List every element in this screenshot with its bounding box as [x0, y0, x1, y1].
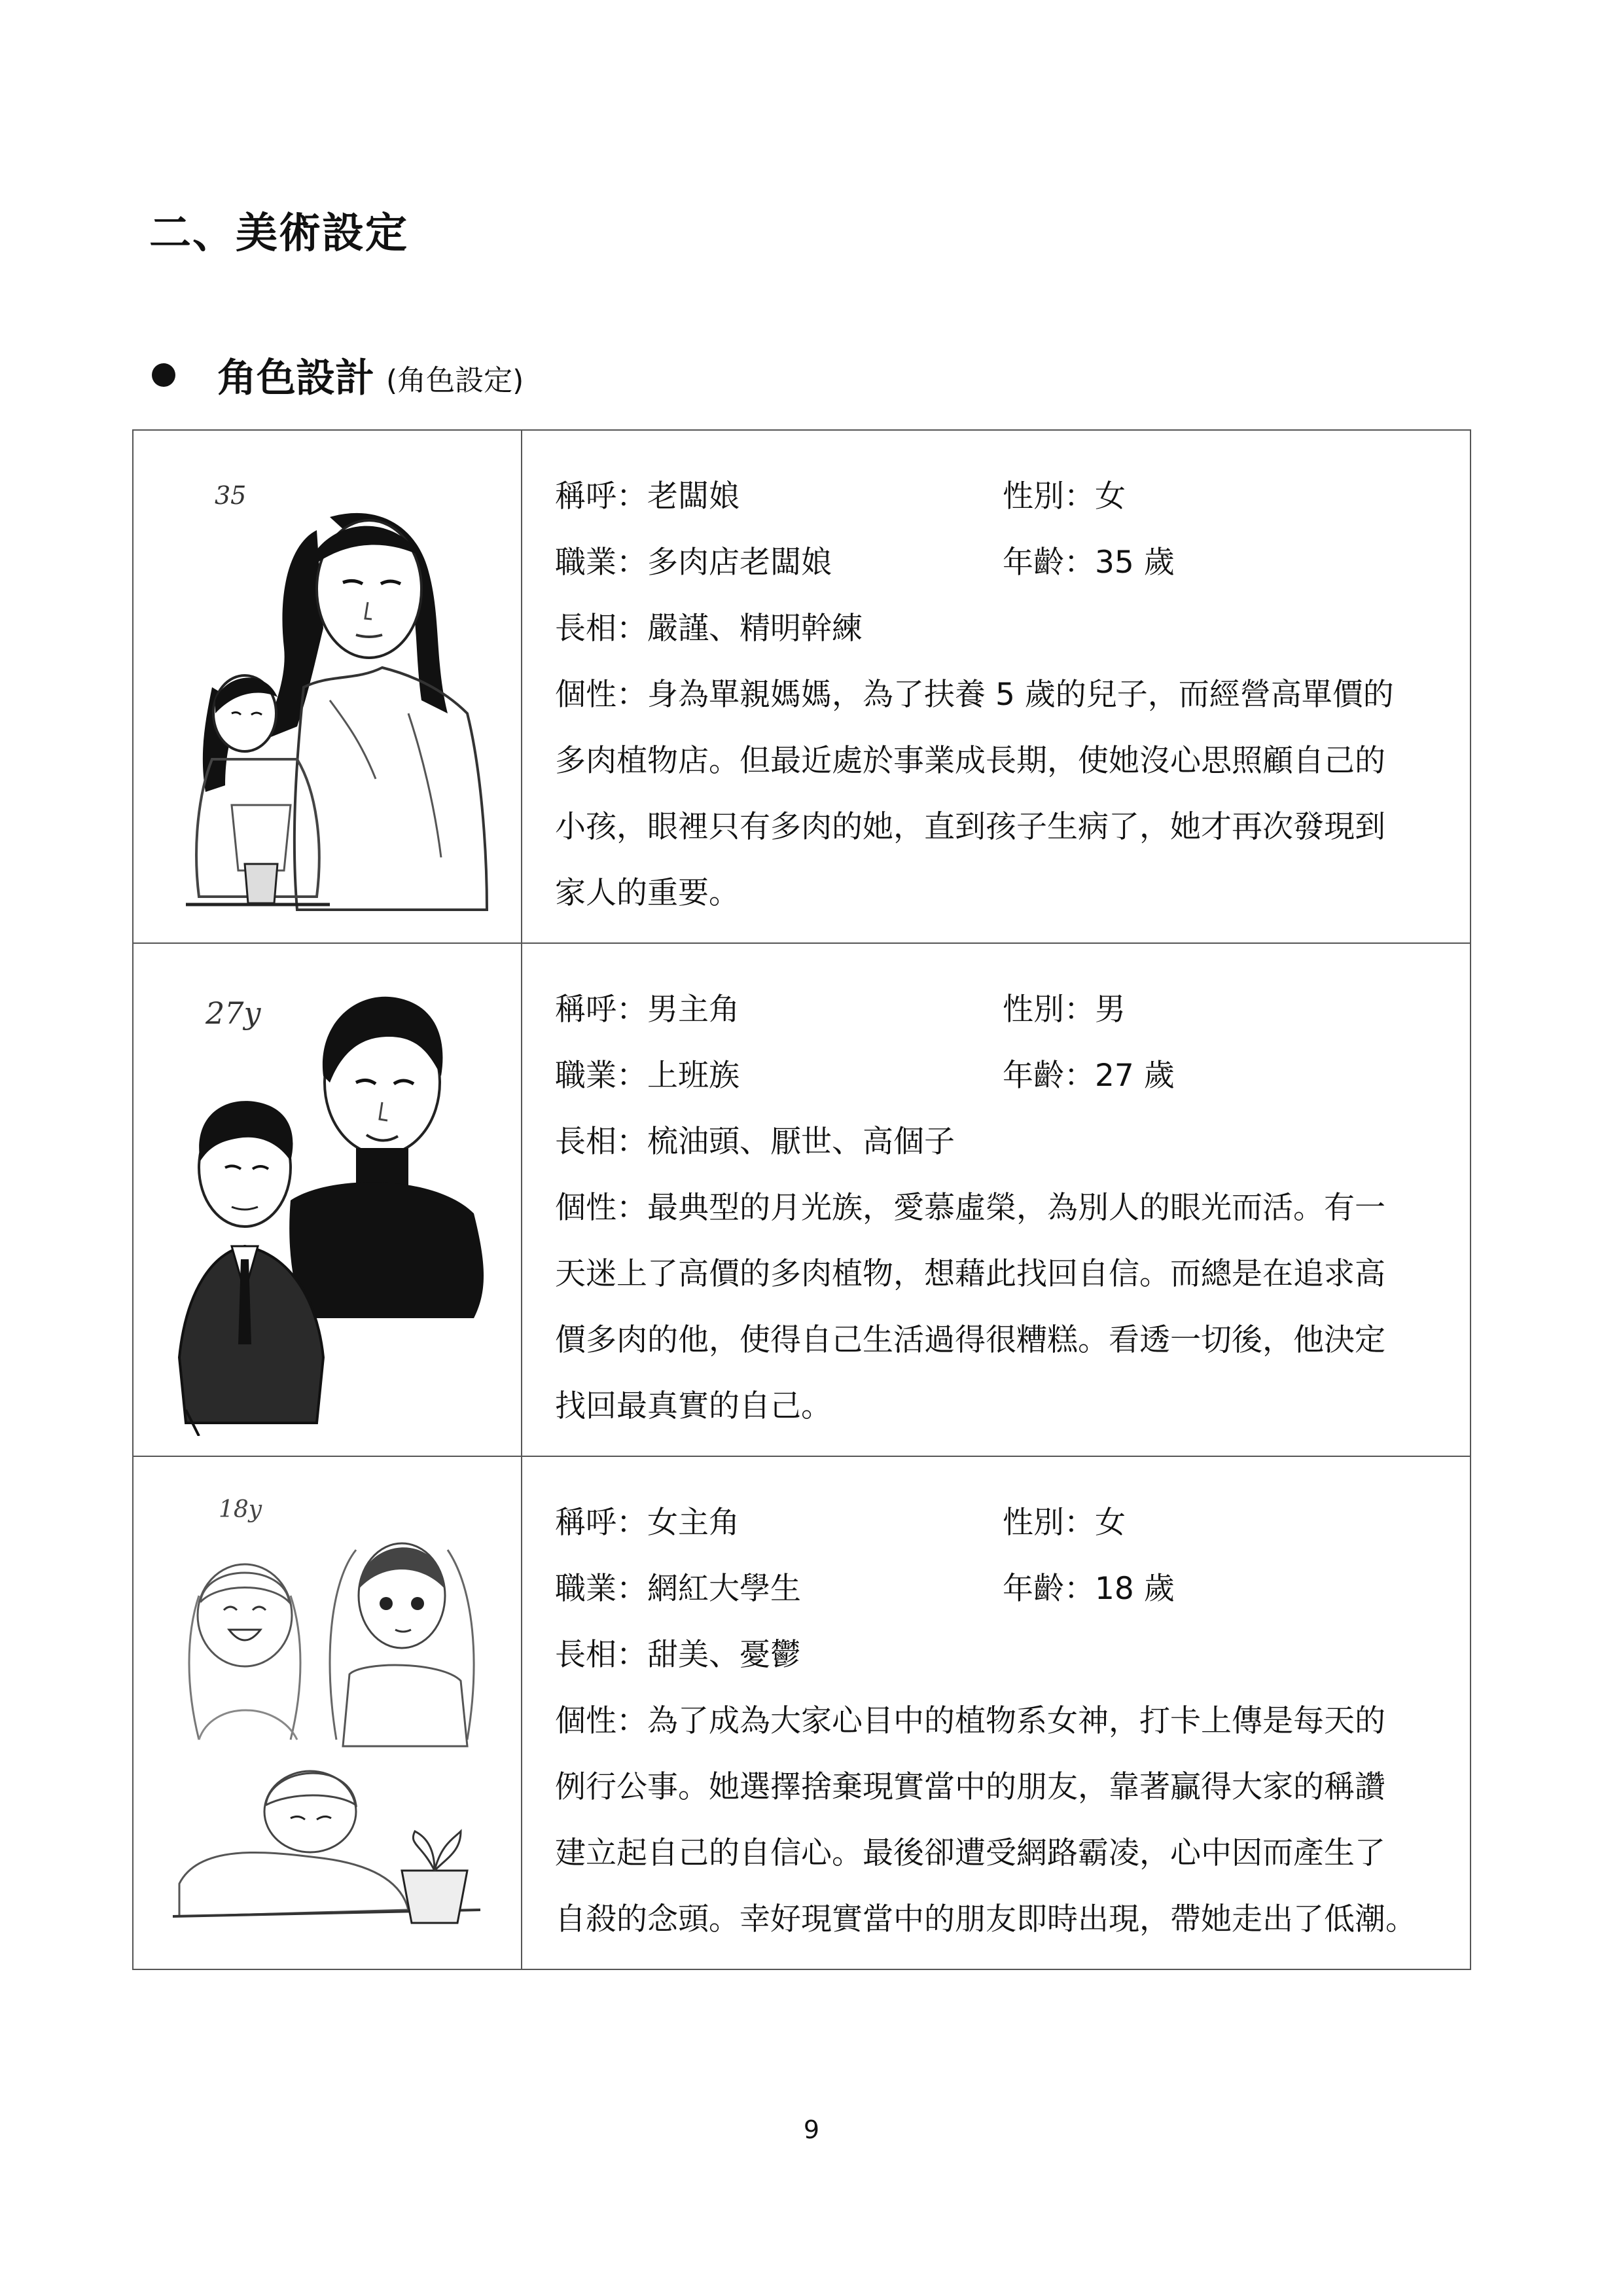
page-number: 9 — [803, 2115, 820, 2144]
character-sketch-cell — [133, 1456, 522, 1969]
character-look: 長相：嚴謹、精明幹練 — [555, 611, 863, 647]
sketch-age-label: 18y — [219, 1496, 262, 1523]
personality-line: 小孩，眼裡只有多肉的她，直到孩子生病了，她才再次發現到 — [555, 809, 1385, 845]
personality-line: 家人的重要。 — [555, 875, 740, 911]
personality-line: 個性：身為單親媽媽，為了扶養 5 歲的兒子，而經營高單價的 — [555, 677, 1394, 713]
personality-line: 自殺的念頭。幸好現實當中的朋友即時出現，帶她走出了低潮。 — [555, 1901, 1416, 1937]
subsection-heading — [152, 346, 524, 404]
personality-line: 找回最真實的自己。 — [555, 1388, 832, 1424]
female-lead-sketch — [160, 1465, 500, 1949]
character-name: 稱呼：老闆娘 — [555, 478, 740, 514]
character-sketch-cell — [133, 430, 522, 943]
personality-line: 個性：為了成為大家心目中的植物系女神，打卡上傳是每天的 — [555, 1703, 1385, 1739]
character-gender: 性別：女 — [1003, 478, 1126, 514]
personality-line: 天迷上了高價的多肉植物，想藉此找回自信。而總是在追求高 — [555, 1256, 1385, 1292]
personality-line: 個性：最典型的月光族，愛慕虛榮，為別人的眼光而活。有一 — [555, 1190, 1385, 1226]
character-age: 年齡：18 歲 — [1003, 1571, 1175, 1607]
personality-line: 例行公事。她選擇捨棄現實當中的朋友，靠著贏得大家的稱讚 — [555, 1769, 1385, 1805]
character-job: 職業：上班族 — [555, 1058, 740, 1094]
character-sketch-cell — [133, 943, 522, 1456]
character-name: 稱呼：男主角 — [555, 992, 740, 1028]
personality-line: 價多肉的他，使得自己生活過得很糟糕。看透一切後，他決定 — [555, 1322, 1385, 1358]
character-info-cell — [522, 1456, 1471, 1969]
character-look: 長相：梳油頭、厭世、高個子 — [555, 1124, 955, 1160]
personality-line: 多肉植物店。但最近處於事業成長期，使她沒心思照顧自己的 — [555, 743, 1385, 779]
character-job: 職業：網紅大學生 — [555, 1571, 801, 1607]
bullet-icon — [152, 363, 175, 387]
subsection-note: (角色設定) — [386, 364, 524, 397]
character-info-cell — [522, 430, 1471, 943]
character-row — [133, 943, 1471, 1456]
character-age: 年齡：27 歲 — [1003, 1058, 1175, 1094]
section-title: 二、美術設定 — [149, 209, 408, 258]
character-row — [133, 1456, 1471, 1969]
character-look: 長相：甜美、憂鬱 — [555, 1637, 801, 1673]
male-lead-sketch — [160, 952, 500, 1436]
sketch-age-label: 27y — [205, 996, 261, 1031]
subsection-title: 角色設計 — [217, 355, 374, 401]
character-info-cell — [522, 943, 1471, 1456]
character-gender: 性別：女 — [1003, 1505, 1126, 1541]
character-job: 職業：多肉店老闆娘 — [555, 545, 832, 581]
personality-line: 建立起自己的自信心。最後卻遭受網路霸凌，心中因而產生了 — [555, 1835, 1385, 1871]
boss-lady-sketch — [160, 439, 500, 923]
character-row — [133, 430, 1471, 943]
sketch-age-label: 35 — [215, 481, 247, 510]
character-name: 稱呼：女主角 — [555, 1505, 740, 1541]
character-age: 年齡：35 歲 — [1003, 545, 1175, 581]
character-table — [132, 429, 1471, 1970]
character-gender: 性別：男 — [1003, 992, 1126, 1028]
